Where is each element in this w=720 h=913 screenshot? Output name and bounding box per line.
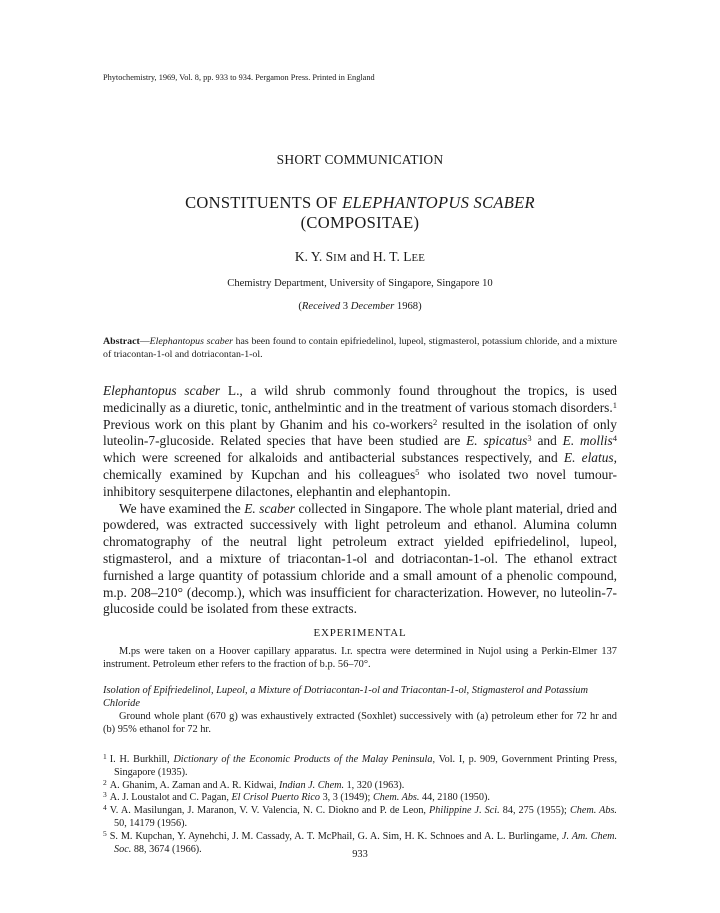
body-text-span: who isolated two novel tumour-inhibitory sesquiterpene dilactones, elephantin and elephantopin.: [103, 466, 617, 499]
reference-number: 1: [103, 752, 107, 761]
title-species: ELEPHANTOPUS SCABER: [342, 193, 535, 212]
body-text-span: We have examined the: [119, 500, 245, 516]
body-paragraph-1: [103, 383, 617, 501]
reference-marker[interactable]: 4: [612, 433, 617, 444]
authors: [0, 249, 720, 265]
reference-4: [103, 803, 617, 831]
reference-marker[interactable]: 5: [415, 466, 420, 477]
section-heading: SHORT COMMUNICATION: [276, 152, 444, 167]
reference-number: 4: [103, 803, 107, 813]
reference-journal: El Crisol Puerto Rico: [231, 792, 321, 804]
received-day: 3: [340, 301, 351, 312]
reference-details: 88, 3674 (1966).: [131, 843, 202, 855]
reference-number: 2: [103, 777, 107, 787]
reference-journal: Dictionary of the Economic Products of the Malay Peninsula: [173, 754, 433, 765]
journal-citation-line: Phytochemistry, 1969, Vol. 8, pp. 933 to 934. Pergamon Press. Printed in England: [103, 73, 375, 82]
abstract-dash: —: [139, 336, 150, 347]
reference-number: 3: [103, 790, 107, 800]
reference-details: 44, 2180 (1950).: [419, 792, 490, 804]
references: [103, 754, 617, 856]
reference-details: 84, 275 (1955);: [499, 805, 570, 817]
body-text-span: and: [531, 433, 563, 449]
author-2-surname: EE: [411, 252, 426, 264]
reference-authors: A. Ghanim, A. Zaman and A. R. Kidwai,: [109, 779, 279, 791]
reference-details: 50, 14179 (1956).: [114, 817, 188, 829]
experimental-note: M.ps were taken on a Hoover capillary apparatus. I.r. spectra were determined in Nujol using a Perkin-Elmer 137 instrument. Petroleum ether refers to the fraction of b.p. 56–70°.: [103, 646, 617, 670]
received-label: Received: [301, 301, 341, 312]
abstract-label: Abstract: [103, 336, 140, 347]
abstract-species: Elephantopus scaber: [149, 336, 233, 347]
affiliation: Chemistry Department, University of Singapore, Singapore 10: [227, 278, 493, 289]
reference-marker[interactable]: 2: [432, 416, 438, 427]
reference-authors: A. J. Loustalot and C. Pagan,: [109, 792, 232, 804]
paper-title: [0, 193, 720, 233]
reference-number: 5: [103, 828, 107, 838]
reference-authors: I. H. Burkhill,: [109, 754, 174, 765]
reference-1: [103, 752, 617, 780]
body-text-span: collected in Singapore. The whole plant material, dried and powdered, was extracted successively with light petroleum and ethanol. Alumina column chromatography of the neutral light petroleum extract yielded epifriedelinol, lupeol, stigmasterol, and a mixture of triacontan-1-ol and dotriacontan-1-ol. The ethanol extract furnished a large quantity of potassium chloride and a small amount of a phenolic compound, m.p. 208–210° (decomp.), which was insufficient for characterization. However, no luteolin-7-glucoside could be isolated from these extracts.: [103, 500, 617, 617]
title-line-1: [0, 193, 720, 213]
species-name: E. spicatus: [466, 433, 528, 449]
page-number: 933: [352, 849, 368, 860]
isolation-subheading: Isolation of Epifriedelinol, Lupeol, a Mixture of Dotriacontan-1-ol and Triacontan-1-ol, Stigmasterol and Potassium Chloride: [103, 685, 588, 709]
body-paragraph-2: [103, 501, 617, 619]
title-prefix: CONSTITUENTS OF: [185, 193, 343, 212]
received-year: 1968: [394, 301, 419, 312]
abstract: [103, 336, 617, 361]
title-line-2: (COMPOSITAE): [300, 213, 420, 232]
reference-marker[interactable]: 1: [612, 399, 617, 410]
author-2-initials: H. T. L: [373, 249, 412, 264]
reference-2: [103, 777, 617, 793]
body-text-span: resulted in the isolation of only luteolin-7-glucoside. Related species that have been studied are: [103, 416, 617, 449]
received-date: (Received 3 December 1968): [298, 301, 422, 312]
body-text-span: which were screened for alkaloids and antibacterial substances respectively, and: [103, 450, 564, 466]
author-1-initials: K. Y. S: [294, 249, 334, 264]
body-text-span: L., a wild shrub commonly found throughout the tropics, is used medicinally as a diuretic, tonic, anthelmintic and in the treatment of various stomach disorders.: [103, 383, 617, 415]
reference-details: , Vol. I, p. 909, Government Printing Press, Singapore (1935).: [114, 754, 617, 778]
species-name: E. scaber: [244, 500, 295, 516]
reference-journal: Chem. Abs.: [569, 805, 617, 817]
experimental-heading: EXPERIMENTAL: [313, 627, 407, 639]
reference-details: 3, 3 (1949);: [320, 792, 373, 804]
reference-journal: J. Am. Chem. Soc.: [114, 830, 618, 855]
species-name: Elephantopus scaber: [103, 383, 221, 398]
reference-journal: Chem. Abs.: [372, 792, 420, 804]
reference-details: 1, 320 (1963).: [344, 779, 405, 791]
body-text: [103, 383, 617, 618]
reference-authors: V. A. Masilungan, J. Maranon, V. V. Valencia, N. C. Diokno and P. de Leon,: [109, 805, 430, 817]
isolation-text: Ground whole plant (670 g) was exhaustively extracted (Soxhlet) successively with (a) petroleum ether for 72 hr and (b) 95% ethanol for 72 hr.: [103, 711, 617, 735]
authors-conjunction: and: [346, 249, 374, 264]
reference-3: [103, 790, 617, 805]
author-1-surname: IM: [333, 252, 347, 264]
reference-authors: S. M. Kupchan, Y. Aynehchi, J. M. Cassady, A. T. McPhail, G. A. Sim, H. K. Schnoes and A. L. Burlingame,: [109, 830, 562, 842]
reference-marker[interactable]: 3: [527, 433, 532, 444]
received-month: December: [350, 301, 395, 312]
reference-journal: Philippine J. Sci.: [429, 805, 500, 817]
abstract-text: has been found to contain epifriedelinol, lupeol, stigmasterol, potassium chloride, and a mixture of triacontan-1-ol and dotriacontan-1-ol.: [103, 336, 617, 360]
species-name: E. mollis: [562, 433, 613, 449]
body-text-span: Previous work on this plant by Ghanim and his co-workers: [103, 416, 433, 432]
species-name: E. elatus: [563, 450, 614, 466]
body-text-span: , chemically examined by Kupchan and his colleagues: [103, 450, 617, 482]
reference-journal: Indian J. Chem.: [278, 779, 345, 791]
